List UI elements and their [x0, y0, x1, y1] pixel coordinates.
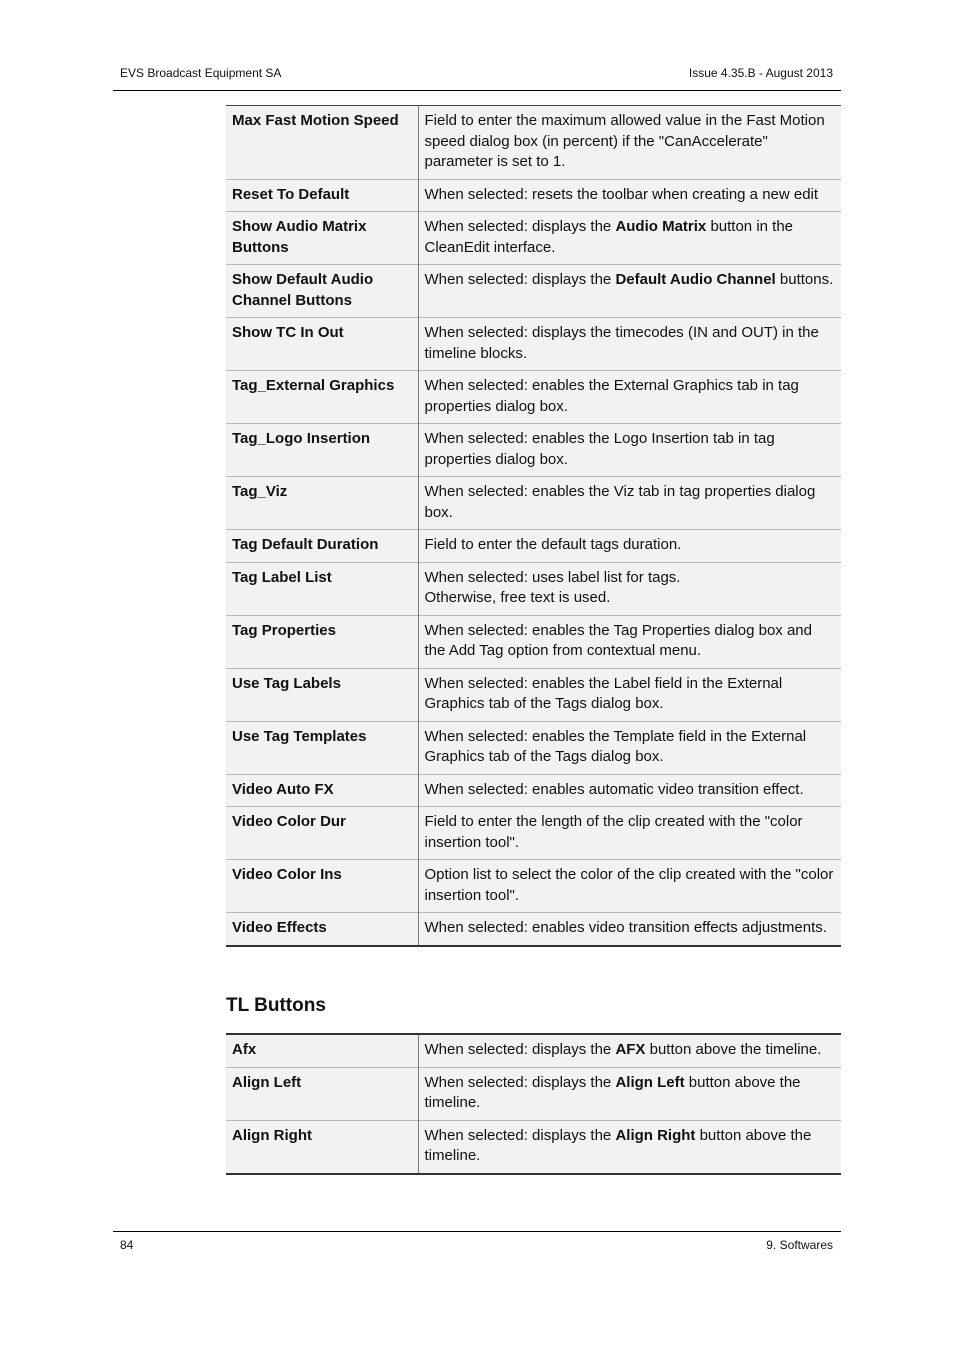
- description-text: When selected: enables the Tag Properties dialog box and the Add Tag option from contextual menu.: [424, 621, 812, 659]
- parameter-description: [418, 179, 841, 212]
- parameter-description: [418, 530, 841, 563]
- parameter-name: Reset To Default: [226, 179, 418, 212]
- parameter-name: Video Color Ins: [226, 860, 418, 913]
- parameter-description: [418, 265, 841, 318]
- description-text: When selected: enables the Template field in the External Graphics tab of the Tags dialog box.: [424, 727, 807, 765]
- parameter-name: Tag Label List: [226, 562, 418, 615]
- parameter-description: [418, 477, 841, 530]
- parameter-name: Max Fast Motion Speed: [226, 106, 418, 180]
- parameter-description: [418, 860, 841, 913]
- description-text: button above the timeline.: [424, 1073, 801, 1111]
- header-issue: Issue 4.35.B - August 2013: [688, 66, 833, 80]
- parameter-description: [418, 212, 841, 265]
- parameter-name: Align Left: [226, 1067, 418, 1120]
- table-row: [226, 424, 841, 477]
- description-text: When selected: enables automatic video transition effect.: [424, 780, 804, 798]
- description-text: Option list to select the color of the clip created with the "color insertion tool".: [424, 866, 834, 904]
- table-row: [226, 860, 841, 913]
- parameter-name: Tag_Logo Insertion: [226, 424, 418, 477]
- table-row: [226, 807, 841, 860]
- parameter-description: [418, 721, 841, 774]
- table-row: [226, 668, 841, 721]
- parameter-name: Align Right: [226, 1120, 418, 1174]
- header-rule: [113, 90, 841, 91]
- table-row: [226, 1120, 841, 1174]
- parameter-name: Video Color Dur: [226, 807, 418, 860]
- description-text: When selected: resets the toolbar when creating a new edit: [424, 185, 819, 203]
- parameter-description: [418, 615, 841, 668]
- parameter-description: [418, 1120, 841, 1174]
- table-row: [226, 615, 841, 668]
- parameter-name: Video Effects: [226, 913, 418, 946]
- description-text: When selected: uses label list for tags.: [424, 568, 681, 586]
- footer-rule: [113, 1231, 841, 1232]
- section-title-tl-buttons: TL Buttons: [226, 995, 326, 1016]
- table-row: [226, 774, 841, 807]
- parameter-name: Show Audio Matrix Buttons: [226, 212, 418, 265]
- table-row: [226, 913, 841, 946]
- parameter-name: Show TC In Out: [226, 318, 418, 371]
- table-row: [226, 371, 841, 424]
- description-text: When selected: enables video transition effects adjustments.: [424, 919, 827, 936]
- footer-page-number: 84: [120, 1238, 134, 1252]
- parameter-description: [418, 774, 841, 807]
- table-row: [226, 477, 841, 530]
- parameter-description: [418, 1034, 841, 1067]
- description-text: When selected: enables the Logo Insertion tab in tag properties dialog box.: [424, 430, 775, 468]
- description-bold-term: Align Right: [615, 1126, 696, 1144]
- description-text: button in the CleanEdit interface.: [424, 218, 794, 256]
- table-row: [226, 530, 841, 563]
- table-row: [226, 106, 841, 180]
- description-text: button above the timeline.: [424, 1126, 812, 1164]
- description-text: When selected: enables the Label field in the External Graphics tab of the Tags dialog box.: [424, 674, 783, 712]
- table-row: [226, 562, 841, 615]
- parameter-name: Afx: [226, 1034, 418, 1067]
- parameter-name: Tag_Viz: [226, 477, 418, 530]
- parameter-name: Tag Properties: [226, 615, 418, 668]
- description-bold-term: Align Left: [615, 1073, 685, 1091]
- parameter-description: [418, 371, 841, 424]
- table-row: [226, 1067, 841, 1120]
- footer-chapter: 9. Softwares: [766, 1238, 833, 1252]
- parameter-description: [418, 318, 841, 371]
- description-text: When selected: displays the: [424, 1073, 616, 1091]
- parameter-name: Use Tag Labels: [226, 668, 418, 721]
- parameter-name: Use Tag Templates: [226, 721, 418, 774]
- table-row: [226, 318, 841, 371]
- tl-buttons-table: [226, 1033, 841, 1175]
- description-bold-term: AFX: [615, 1041, 646, 1058]
- description-text: When selected: enables the External Graphics tab in tag properties dialog box.: [424, 377, 799, 415]
- parameter-description: [418, 424, 841, 477]
- description-text: When selected: displays the: [424, 1041, 616, 1058]
- parameter-name: Show Default Audio Channel Buttons: [226, 265, 418, 318]
- description-text: When selected: displays the: [424, 218, 616, 235]
- description-text: When selected: displays the: [424, 271, 616, 288]
- description-text: Field to enter the default tags duration.: [424, 536, 682, 553]
- parameter-description: [418, 562, 841, 615]
- description-text: Field to enter the maximum allowed value in the Fast Motion speed dialog box (in percent) if the "CanAccelerate" parameter is set to 1.: [424, 112, 825, 170]
- parameter-name: Video Auto FX: [226, 774, 418, 807]
- parameter-description: [418, 668, 841, 721]
- description-text: Field to enter the length of the clip created with the "color insertion tool".: [424, 813, 803, 851]
- header-publisher: EVS Broadcast Equipment SA: [120, 66, 282, 80]
- parameter-description: [418, 106, 841, 180]
- parameter-name: Tag Default Duration: [226, 530, 418, 563]
- table-row: [226, 212, 841, 265]
- description-text: When selected: enables the Viz tab in tag properties dialog box.: [424, 483, 816, 521]
- description-text: When selected: displays the: [424, 1126, 616, 1144]
- description-bold-term: Audio Matrix: [615, 218, 707, 235]
- parameter-description: [418, 913, 841, 946]
- description-text: button above the timeline.: [645, 1041, 822, 1058]
- parameter-description: [418, 807, 841, 860]
- description-text: When selected: displays the timecodes (IN and OUT) in the timeline blocks.: [424, 324, 819, 362]
- description-text: buttons.: [775, 271, 834, 288]
- table-row: [226, 721, 841, 774]
- table-row: [226, 179, 841, 212]
- table-row: [226, 265, 841, 318]
- table-row: [226, 1034, 841, 1067]
- parameters-table: [226, 105, 841, 947]
- parameter-name: Tag_External Graphics: [226, 371, 418, 424]
- description-text: Otherwise, free text is used.: [424, 589, 611, 606]
- parameter-description: [418, 1067, 841, 1120]
- description-bold-term: Default Audio Channel: [615, 271, 776, 288]
